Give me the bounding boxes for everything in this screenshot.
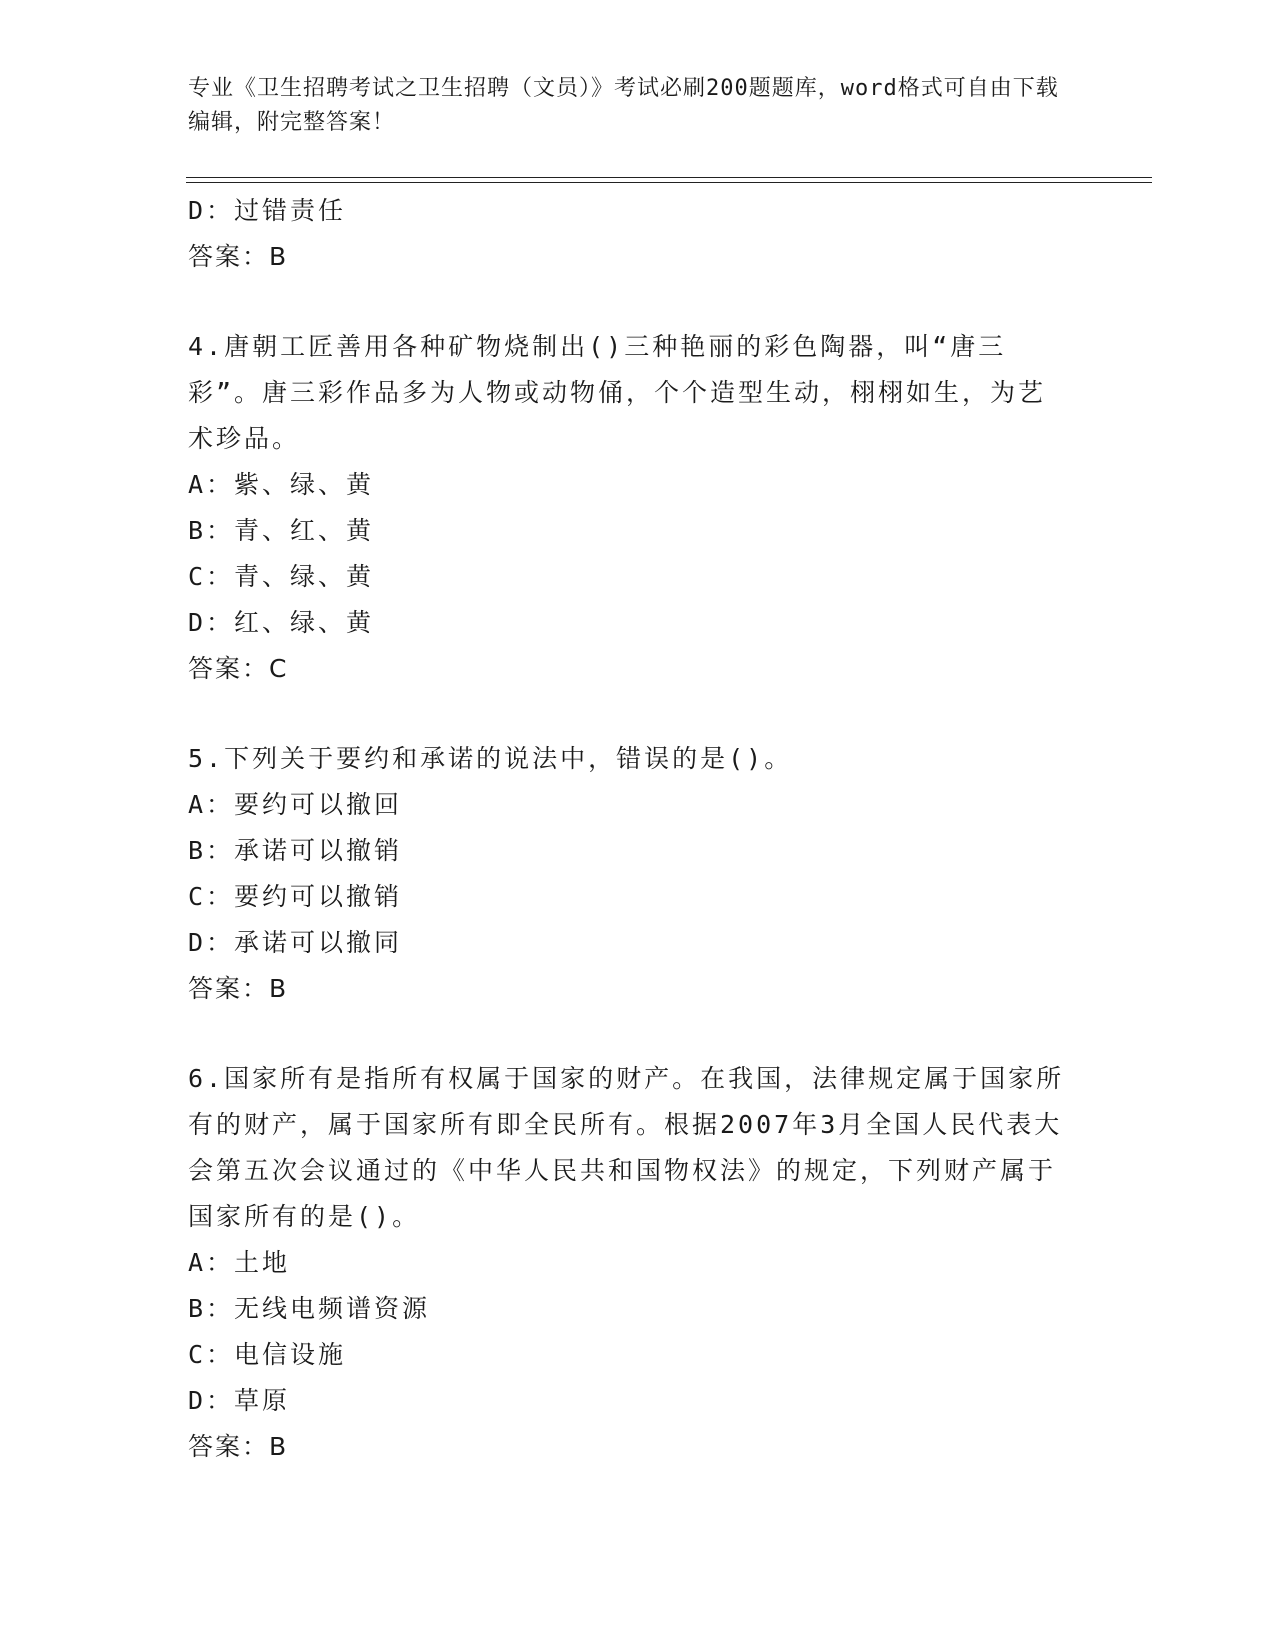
header-rule-bottom bbox=[186, 182, 1152, 183]
question-5-answer: 答案：B bbox=[188, 974, 289, 1003]
question-4-option-a: A：紫、绿、黄 bbox=[188, 470, 375, 499]
question-5-option-a: A：要约可以撤回 bbox=[188, 790, 403, 819]
question-6-stem: 6.国家所有是指所有权属于国家的财产。在我国，法律规定属于国家所有的财产，属于国家所有即全民所有。根据2007年3月全国人民代表大会第五次会议通过的《中华人民共和国物权法》的规定，下列财产属于国家所有的是()。 bbox=[188, 1064, 1065, 1231]
document-header: 专业《卫生招聘考试之卫生招聘（文员）》考试必刷200题题库，word格式可自由下载编辑，附完整答案！ bbox=[188, 76, 1059, 135]
question-5-option-c: C：要约可以撤销 bbox=[188, 882, 403, 911]
question-6-answer: 答案：B bbox=[188, 1432, 289, 1461]
question-5-option-b: B：承诺可以撤销 bbox=[188, 836, 403, 865]
question-6 bbox=[188, 1056, 1068, 1470]
question-4-option-d: D：红、绿、黄 bbox=[188, 608, 375, 637]
question-content bbox=[188, 188, 1068, 1470]
header-rule-top bbox=[186, 177, 1152, 178]
question-6-option-d: D：草原 bbox=[188, 1386, 291, 1415]
prev-option-d: D：过错责任 bbox=[188, 196, 347, 225]
question-4-option-b: B：青、红、黄 bbox=[188, 516, 375, 545]
question-5-option-d: D：承诺可以撤同 bbox=[188, 928, 403, 957]
question-6-option-c: C：电信设施 bbox=[188, 1340, 347, 1369]
question-4-answer: 答案：C bbox=[188, 654, 289, 683]
question-5-stem: 5.下列关于要约和承诺的说法中，错误的是()。 bbox=[188, 744, 793, 773]
question-6-option-a: A：土地 bbox=[188, 1248, 291, 1277]
question-4 bbox=[188, 324, 1068, 692]
question-4-option-c: C：青、绿、黄 bbox=[188, 562, 375, 591]
question-6-option-b: B：无线电频谱资源 bbox=[188, 1294, 431, 1323]
prev-answer: 答案：B bbox=[188, 242, 289, 271]
question-4-stem: 4.唐朝工匠善用各种矿物烧制出()三种艳丽的彩色陶器，叫“唐三彩”。唐三彩作品多为人物或动物俑，个个造型生动，栩栩如生，为艺术珍品。 bbox=[188, 332, 1047, 453]
question-5 bbox=[188, 736, 1068, 1012]
